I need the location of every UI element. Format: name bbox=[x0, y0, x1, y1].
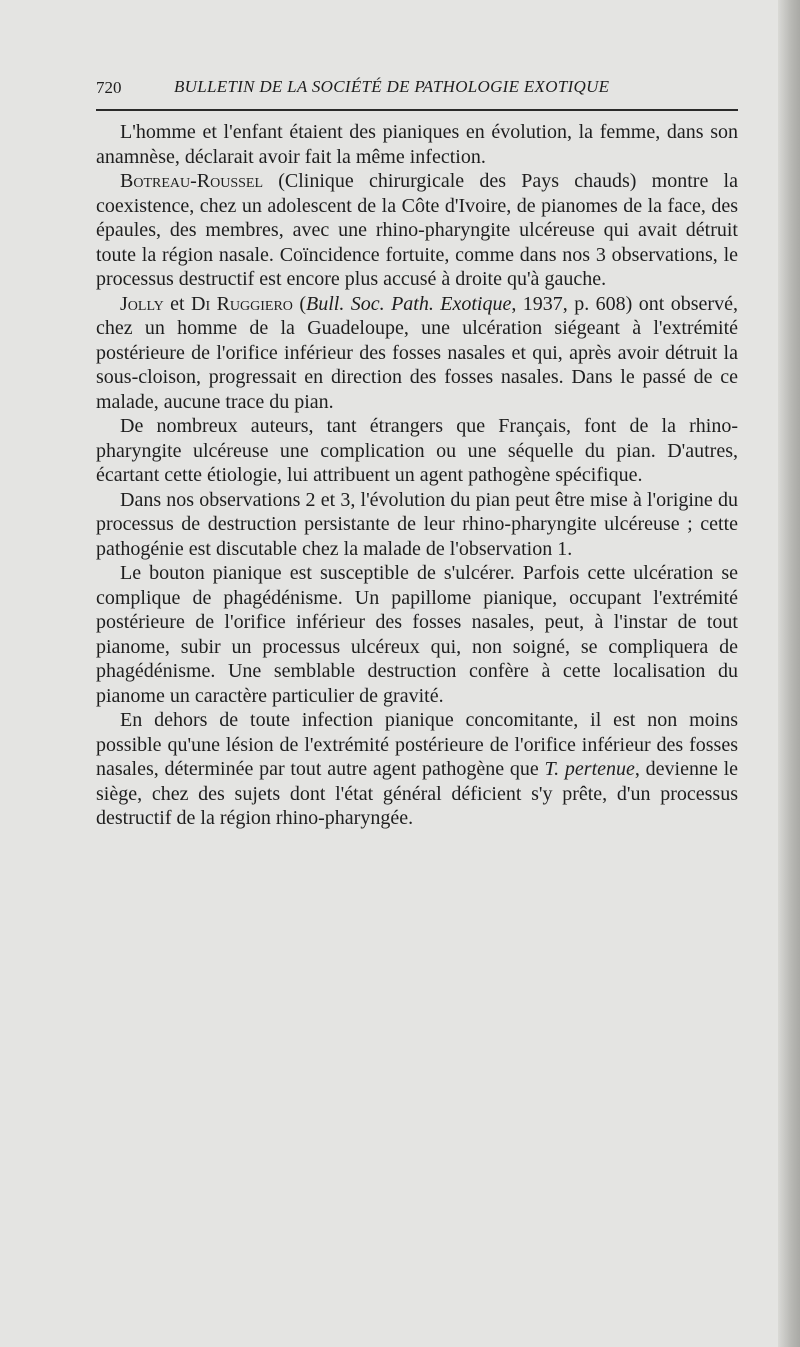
article-body bbox=[96, 120, 738, 831]
paragraph-3: Jolly et Di Ruggiero (Bull. Soc. Path. Exotique, 1937, p. 608) ont observé, chez un homme de la Guadeloupe, une ulcération siégeant à l'extrémité postérieure de l'orifice inférieur des fosses nasales et qui, après avoir détruit la sous-cloison, progressait en direction des fosses nasales. Dans le passé de ce malade, aucune trace du pian. bbox=[96, 292, 738, 413]
paragraph-4: De nombreux auteurs, tant étrangers que Français, font de la rhino-pharyngite ulcéreuse une complication ou une séquelle du pian. D'autres, écartant cette étiologie, lui attribuent un agent pathogène spécifique. bbox=[96, 415, 738, 486]
journal-reference: Bull. Soc. Path. Exotique bbox=[306, 292, 512, 315]
paragraph-7: En dehors de toute infection pianique concomitante, il est non moins possible qu'une lésion de l'extrémité postérieure de l'orifice inférieur des fosses nasales, déterminée par tout autre agent pathogène que T. pertenue, devienne le siège, chez des sujets dont l'état général déficient s'y prête, d'un processus destructif de la région rhino-pharyngée. bbox=[96, 709, 738, 829]
paragraph-6: Le bouton pianique est susceptible de s'ulcérer. Parfois cette ulcération se complique de phagédénisme. Un papillome pianique, occupant l'extrémité postérieure de l'orifice inférieur des fosses nasales, peut, à l'instar de tout pianome, subir un processus ulcéreux qui, non soigné, se compliquera de phagédénisme. Une semblable destruction confère à cette localisation du pianome un caractère particulier de gravité. bbox=[96, 562, 738, 707]
running-header bbox=[96, 74, 738, 104]
page-number: 720 bbox=[96, 78, 122, 97]
paragraph-5: Dans nos observations 2 et 3, l'évolution du pian peut être mise à l'origine du processus de destruction persistante de leur rhino-pharyngite ulcéreuse ; cette pathogénie est discutable chez la malade de l'observation 1. bbox=[96, 488, 738, 560]
running-title: BULLETIN DE LA SOCIÉTÉ DE PATHOLOGIE EXOTIQUE bbox=[174, 77, 610, 96]
author-name: Botreau-Roussel bbox=[120, 170, 264, 192]
page-edge bbox=[778, 0, 800, 1347]
header-rule bbox=[96, 109, 738, 111]
author-name: Jolly bbox=[120, 292, 164, 315]
paragraph-2: Botreau-Roussel (Clinique chirurgicale des Pays chauds) montre la coexistence, chez un adolescent de la Côte d'Ivoire, de pianomes de la face, des épaules, des membres, avec une rhino-pharyngite ulcéreuse qui avait détruit toute la région nasale. Coïncidence fortuite, comme dans nos 3 observations, le processus destructif est encore plus accusé à droite qu'à gauche. bbox=[96, 170, 738, 290]
paragraph-1: L'homme et l'enfant étaient des pianiques en évolution, la femme, dans son anamnèse, déclarait avoir fait la même infection. bbox=[96, 121, 738, 168]
author-name: Di Ruggiero bbox=[191, 292, 293, 315]
species-name: T. pertenue bbox=[544, 758, 635, 780]
